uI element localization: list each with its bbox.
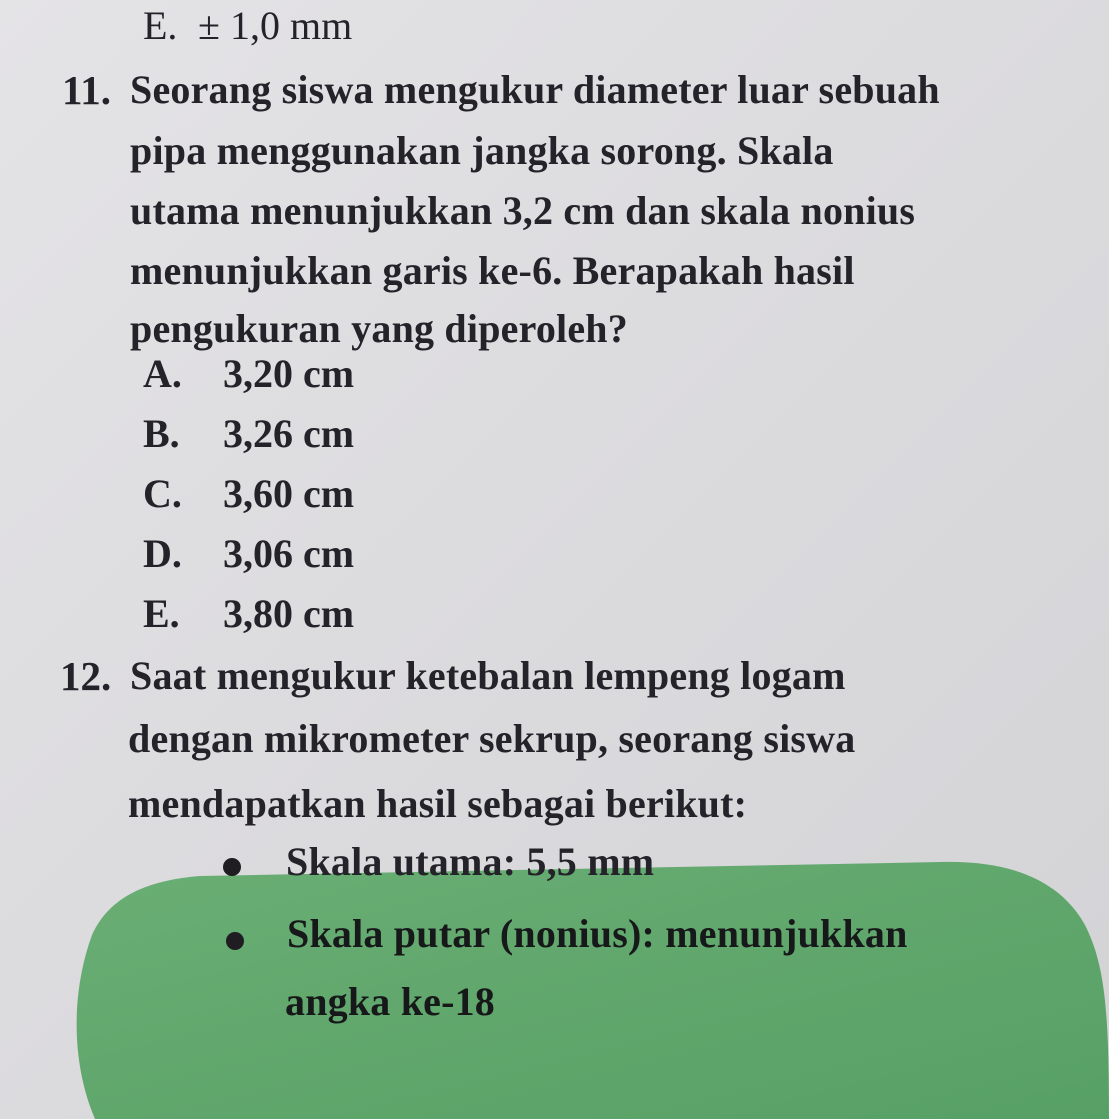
question-11-line-3: utama menunjukkan 3,2 cm dan skala nonius: [130, 188, 916, 233]
question-12-number: 12.: [60, 653, 112, 699]
bullet-dot: [223, 858, 241, 876]
question-11-option-c[interactable]: [143, 470, 354, 518]
question-11-line-2: pipa menggunakan jangka sorong. Skala: [130, 128, 834, 173]
question-11-option-d[interactable]: [143, 530, 354, 578]
option-letter: B.: [143, 411, 180, 456]
option-letter: E.: [143, 591, 180, 636]
question-11-line-1: Seorang siswa mengukur diameter luar sebuah: [130, 67, 940, 112]
option-text: 3,80 cm: [223, 591, 355, 636]
question-11-option-a[interactable]: [143, 350, 354, 398]
question-12-bullet-1: Skala utama: 5,5 mm: [286, 839, 655, 884]
question-12-bullet-2-line-1: Skala putar (nonius): menunjukkan: [287, 911, 908, 956]
question-12-line-2: dengan mikrometer sekrup, seorang siswa: [128, 716, 856, 761]
option-letter: C.: [143, 471, 182, 516]
option-letter: D.: [143, 531, 182, 576]
option-text: 3,26 cm: [223, 411, 355, 456]
prev-option-e: [143, 2, 352, 50]
question-11-option-e[interactable]: [143, 590, 354, 638]
option-text: 3,20 cm: [223, 351, 355, 396]
question-12-bullet-2-line-2: angka ke-18: [285, 979, 496, 1024]
question-12-line-1: Saat mengukur ketebalan lempeng logam: [130, 653, 846, 698]
bullet-dot: [226, 932, 244, 950]
question-11-option-b[interactable]: [143, 410, 354, 458]
option-text: 3,06 cm: [223, 531, 355, 576]
question-11-line-5: pengukuran yang diperoleh?: [130, 306, 628, 351]
option-letter: E.: [143, 3, 178, 48]
option-text: ± 1,0 mm: [198, 3, 353, 48]
question-11-line-4: menunjukkan garis ke-6. Berapakah hasil: [130, 248, 855, 293]
option-text: 3,60 cm: [223, 471, 355, 516]
option-letter: A.: [143, 351, 182, 396]
question-11-number: 11.: [62, 67, 111, 113]
question-12-line-3: mendapatkan hasil sebagai berikut:: [128, 781, 748, 826]
